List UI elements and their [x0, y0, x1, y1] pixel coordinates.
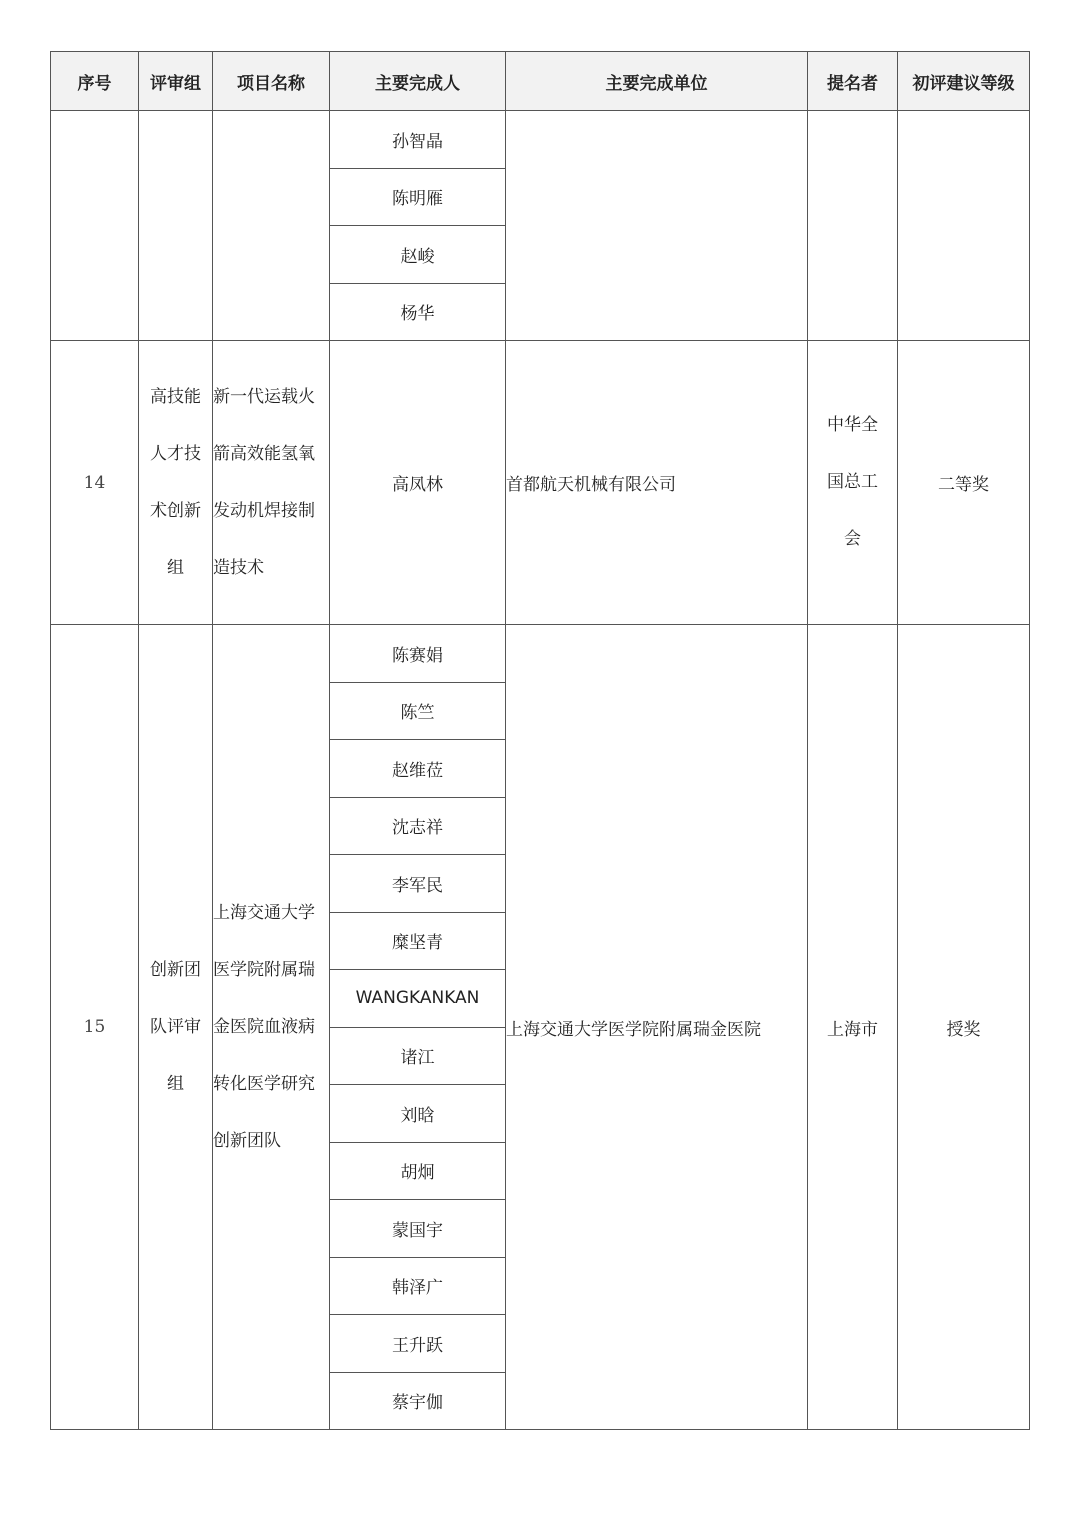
group-text: 高技能人才技术创新组 [150, 386, 201, 578]
person-cell: 李军民 [330, 855, 506, 913]
person-cell: 蒙国宇 [330, 1200, 506, 1258]
header-unit: 主要完成单位 [506, 52, 808, 111]
nominator-cell [808, 111, 898, 341]
grade-cell: 授奖 [898, 625, 1030, 1430]
person-cell: 沈志祥 [330, 797, 506, 855]
group-cell [139, 341, 213, 625]
person-cell: 糜坚青 [330, 912, 506, 970]
table-row [51, 111, 1030, 169]
nominator-cell [808, 341, 898, 625]
project-cell [213, 341, 330, 625]
person-cell: 刘晗 [330, 1085, 506, 1143]
group-text: 创新团队评审组 [150, 959, 201, 1094]
project-text: 上海交通大学医学院附属瑞金医院血液病转化医学研究创新团队 [213, 902, 315, 1151]
person-cell: WANGKANKAN [330, 970, 506, 1028]
seq-cell [51, 111, 139, 341]
person-cell: 孙智晶 [330, 111, 506, 169]
table-row [51, 625, 1030, 683]
grade-cell [898, 111, 1030, 341]
header-grade: 初评建议等级 [898, 52, 1030, 111]
person-cell: 高凤林 [330, 341, 506, 625]
project-cell [213, 625, 330, 1430]
person-cell: 陈赛娟 [330, 625, 506, 683]
nominator-cell: 上海市 [808, 625, 898, 1430]
table-row [51, 341, 1030, 625]
person-cell: 杨华 [330, 283, 506, 341]
seq-cell: 15 [51, 625, 139, 1430]
person-cell: 胡炯 [330, 1142, 506, 1200]
unit-cell: 首都航天机械有限公司 [506, 341, 808, 625]
project-cell [213, 111, 330, 341]
person-cell: 韩泽广 [330, 1257, 506, 1315]
header-nominator: 提名者 [808, 52, 898, 111]
person-cell: 王升跃 [330, 1315, 506, 1373]
header-group: 评审组 [139, 52, 213, 111]
person-cell: 陈竺 [330, 682, 506, 740]
group-cell [139, 625, 213, 1430]
grade-cell: 二等奖 [898, 341, 1030, 625]
unit-cell [506, 111, 808, 341]
award-table [50, 51, 1030, 1430]
person-cell: 赵维莅 [330, 740, 506, 798]
seq-cell: 14 [51, 341, 139, 625]
unit-cell: 上海交通大学医学院附属瑞金医院 [506, 625, 808, 1430]
header-row [51, 52, 1030, 111]
header-project: 项目名称 [213, 52, 330, 111]
header-seq: 序号 [51, 52, 139, 111]
person-cell: 赵峻 [330, 226, 506, 284]
person-cell: 诸江 [330, 1027, 506, 1085]
nominator-text: 中华全国总工会 [827, 415, 878, 549]
person-cell: 蔡宇伽 [330, 1372, 506, 1430]
person-cell: 陈明雁 [330, 168, 506, 226]
group-cell [139, 111, 213, 341]
header-persons: 主要完成人 [330, 52, 506, 111]
project-text: 新一代运载火箭高效能氢氧发动机焊接制造技术 [213, 386, 315, 578]
